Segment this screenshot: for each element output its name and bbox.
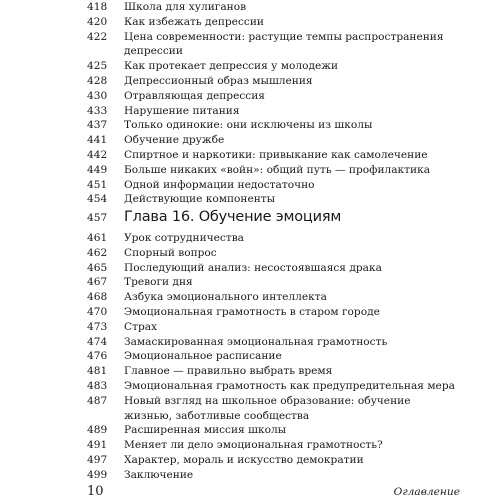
toc-entry — [87, 275, 460, 290]
toc-entry-page: 449 — [87, 163, 108, 176]
toc-entry — [87, 104, 460, 119]
toc-entry — [87, 0, 460, 15]
toc-entry-page: 461 — [87, 232, 108, 244]
toc-entry-title: Эмоциональная грамотность в старом городе — [124, 305, 380, 318]
toc-entry — [87, 349, 460, 364]
toc-entry-title: Замаскированная эмоциональная грамотность — [124, 335, 388, 348]
toc-entry — [87, 423, 460, 438]
toc-entry-title: Действующие компоненты — [124, 193, 276, 206]
toc-entry-title: Как протекает депрессия у молодежи — [124, 60, 339, 73]
toc-entry — [87, 15, 460, 30]
toc-entry-title: Тревоги дня — [124, 276, 193, 289]
toc-entry-page: 422 — [87, 30, 108, 43]
toc-entry-page: 487 — [87, 394, 108, 407]
toc-entry — [87, 453, 460, 468]
toc-entry-title: Эмоциональное расписание — [124, 350, 282, 363]
toc-entry — [87, 231, 460, 246]
toc-entry-page: 441 — [87, 134, 108, 147]
toc-entry-title: Спиртное и наркотики: привыкание как самолечение — [124, 148, 428, 161]
page-number: 10 — [87, 484, 104, 499]
toc-entry-title: Последующий анализ: несостоявшаяся драка — [124, 261, 382, 274]
chapter-title: Глава 16. Обучение эмоциям — [124, 209, 342, 225]
chapter-page-number: 457 — [87, 212, 108, 224]
toc-entry — [87, 163, 460, 178]
toc-entry — [87, 305, 460, 320]
toc-entry-title: Азбука эмоционального интеллекта — [124, 291, 327, 304]
toc-entry-title: Расширенная миссия школы — [124, 424, 287, 437]
chapter-16-section — [87, 209, 460, 483]
toc-entry-title: Обучение дружбе — [124, 134, 225, 147]
toc-entry-page: 465 — [87, 261, 108, 274]
toc-entry-page: 467 — [87, 276, 108, 289]
toc-entry — [87, 59, 460, 74]
toc-entry-page: 470 — [87, 305, 108, 318]
chapter-heading — [87, 209, 460, 229]
toc-entry — [87, 118, 460, 133]
toc-entry-title: Страх — [124, 320, 158, 333]
toc-entry-title: Новый взгляд на школьное образование: обучение жизнью, заботливые сообщества — [124, 394, 411, 422]
toc-entry-page: 481 — [87, 365, 108, 378]
toc-entry-title: Заключение — [124, 468, 194, 481]
toc-entry-page: 468 — [87, 291, 108, 304]
toc-entry — [87, 290, 460, 305]
toc-entry-title: Цена современности: растущие темпы распространения депрессии — [124, 30, 444, 58]
toc-entry-page: 499 — [87, 468, 108, 481]
toc-entry — [87, 320, 460, 335]
toc-entry-title: Депрессионный образ мышления — [124, 74, 313, 87]
toc-entry-title: Школа для хулиганов — [124, 1, 247, 13]
toc-entry — [87, 74, 460, 89]
toc-entry-title: Как избежать депрессии — [124, 15, 264, 28]
toc-entry-title: Отравляющая депрессия — [124, 89, 265, 102]
toc-entry-page: 476 — [87, 350, 108, 363]
toc-entry-page: 462 — [87, 246, 108, 259]
toc-entry-title: Больше никаких «войн»: общий путь — профилактика — [124, 163, 431, 176]
toc-entry-page: 425 — [87, 60, 108, 73]
toc-entry-title: Урок сотрудничества — [124, 232, 244, 244]
toc-entry-page: 454 — [87, 193, 108, 206]
toc-entry-page: 473 — [87, 320, 108, 333]
toc-entry-page: 433 — [87, 104, 108, 117]
toc-entry-page: 418 — [87, 1, 108, 13]
toc-entry — [87, 192, 460, 207]
toc-entry-page: 483 — [87, 379, 108, 392]
toc-entry-title: Одной информации недостаточно — [124, 178, 315, 191]
toc-entry-page: 437 — [87, 119, 108, 132]
toc-entry — [87, 148, 460, 163]
toc-entry — [87, 89, 460, 104]
toc-entry — [87, 394, 460, 424]
toc-entry-page: 420 — [87, 15, 108, 28]
toc-entry-title: Меняет ли дело эмоциональная грамотность? — [124, 439, 383, 452]
toc-entry-page: 430 — [87, 89, 108, 102]
toc-entry — [87, 246, 460, 261]
toc-entry — [87, 364, 460, 379]
toc-entry-page: 489 — [87, 424, 108, 437]
toc-entry-page: 428 — [87, 74, 108, 87]
toc-entry-title: Эмоциональная грамотность как предупредительная мера — [124, 379, 455, 392]
toc-entry — [87, 335, 460, 350]
toc-entry-title: Спорный вопрос — [124, 246, 217, 259]
toc-continued-section — [87, 0, 460, 207]
toc-entry — [87, 438, 460, 453]
toc-entry-page: 497 — [87, 453, 108, 466]
toc-entry-title: Только одинокие: они исключены из школы — [124, 119, 373, 132]
toc-entry — [87, 30, 460, 60]
toc-entry — [87, 379, 460, 394]
toc-entry-page: 451 — [87, 178, 108, 191]
toc-entry-page: 442 — [87, 148, 108, 161]
toc-entry-page: 491 — [87, 439, 108, 452]
toc-entry — [87, 178, 460, 193]
toc-entry — [87, 133, 460, 148]
toc-entry-page: 474 — [87, 335, 108, 348]
toc-entry — [87, 468, 460, 483]
chapter-entries — [87, 231, 460, 483]
running-footer-title: Оглавление — [393, 486, 460, 498]
toc-entry-title: Главное — правильно выбрать время — [124, 365, 333, 378]
toc-entry-title: Характер, мораль и искусство демократии — [124, 453, 364, 466]
toc-entry-title: Нарушение питания — [124, 104, 240, 117]
toc-entry — [87, 261, 460, 276]
